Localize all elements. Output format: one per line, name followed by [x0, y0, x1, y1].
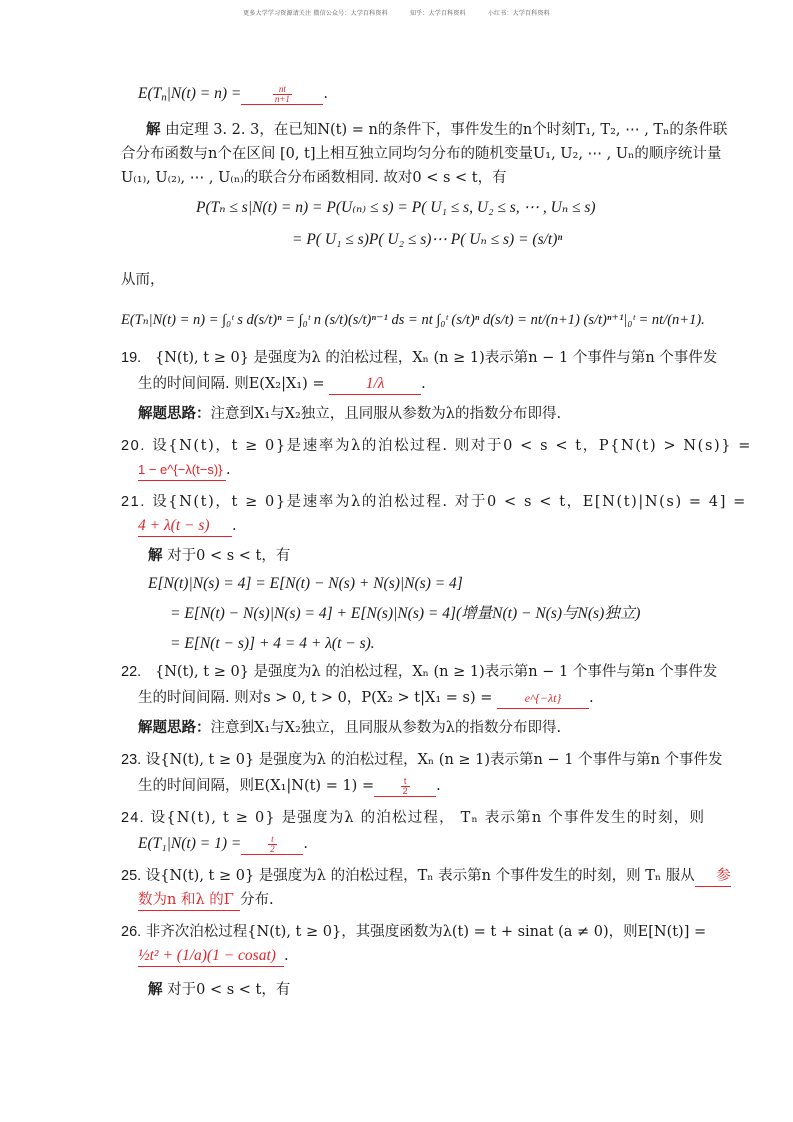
- header-notice-xiaohongshu: 小红书：大学百科资料: [487, 10, 550, 17]
- problem-24-answer-fraction: [268, 835, 277, 854]
- problem-text: 设{N(t)，t ≥ 0}是速率为λ的泊松过程. 则对于0 < s < t，P{N(t) > N(s)} =: [152, 438, 753, 454]
- prev-answer-numerator: nt: [273, 85, 292, 95]
- problem-text: 设{N(t), t ≥ 0} 是强度为λ 的泊松过程，Xₙ (n ≥ 1)表示第n − 1 个事件与第n 个事件发: [145, 752, 723, 768]
- problem-22-answer: e^{−λt}: [497, 688, 589, 709]
- problem-text: 设{N(t), t ≥ 0} 是强度为λ 的泊松过程， Tₙ 表示第n 个事件发生的时刻，则: [150, 810, 706, 826]
- hint-label: 解题思路：: [138, 719, 211, 736]
- therefore-text: 从而，: [121, 272, 165, 288]
- prev-solution-line-1: [146, 120, 727, 140]
- problem-21-solution-intro: [148, 546, 290, 566]
- prev-equation-3: E(Tₙ|N(t) = n) = ∫₀ᵗ s d(s/t)ⁿ = ∫₀ᵗ n (s/t)(s/t)ⁿ⁻¹ ds = nt ∫₀ᵗ (s/t)ⁿ d(s/t) = nt/(n+1) (s/t)ⁿ⁺¹|₀ᵗ = nt/(n+1).: [121, 312, 705, 328]
- solution-text: 对于0 < s < t，有: [167, 982, 291, 998]
- problem-19-hint: [138, 404, 561, 424]
- prev-equation-1: P(Tₙ ≤ s|N(t) = n) = P(U₍ₙ₎ ≤ s) = P( U₁ ≤ s, U₂ ≤ s, ⋯ , Uₙ ≤ s): [196, 199, 596, 216]
- problem-26-answer: ½t² + (1/a)(1 − cosat): [138, 946, 284, 967]
- problem-19-line-2: 生的时间间隔. 则E(X₂|X₁) = 1/λ .: [138, 374, 426, 395]
- problem-26-solution-intro: [148, 980, 290, 1000]
- problem-25-line-2: [138, 890, 274, 911]
- answer-numerator: t: [401, 777, 410, 787]
- prev-solution-line-3: U₍₁₎, U₍₂₎, ⋯ , U₍ₙ₎的联合分布函数相同. 故对0 < s < t，有: [121, 170, 507, 186]
- problem-21-solution-eq-3: = E[N(t − s)] + 4 = 4 + λ(t − s).: [170, 635, 375, 652]
- problem-21-solution-eq-2: = E[N(t) − N(s)|N(s) = 4] + E[N(s)|N(s) = 4](增量N(t) − N(s)与N(s)独立): [170, 605, 641, 622]
- problem-text: 生的时间间隔. 则对s > 0, t > 0，P(X₂ > t|X₁ = s) =: [138, 690, 493, 706]
- problem-text: {N(t), t ≥ 0} 是强度为λ 的泊松过程，Xₙ (n ≥ 1)表示第n − 1 个事件与第n 个事件发: [155, 664, 718, 680]
- solution-text: 对于0 < s < t，有: [167, 548, 291, 564]
- problem-24-line-2: E(T₁|N(t) = 1) = $\frac{t}{2}$ .: [138, 833, 308, 854]
- problem-number: 25.: [121, 868, 142, 884]
- problem-22-hint: [138, 718, 561, 738]
- problem-text: {N(t), t ≥ 0} 是强度为λ 的泊松过程，Xₙ (n ≥ 1)表示第n − 1 个事件与第n 个事件发: [155, 350, 718, 366]
- solution-label: 解: [146, 121, 161, 138]
- prev-answer-fraction: [273, 85, 292, 104]
- problem-20-line-1: [121, 436, 752, 456]
- problem-text: 生的时间间隔. 则E(X₂|X₁) =: [138, 376, 325, 392]
- prev-answer-blank: [241, 84, 323, 105]
- problem-number: 24.: [121, 810, 145, 826]
- problem-23-answer-fraction: [401, 777, 410, 796]
- problem-25-line-1: [121, 866, 731, 887]
- problem-text: 分布.: [240, 892, 274, 908]
- problem-26-line-2: ½t² + (1/a)(1 − cosat) .: [138, 946, 289, 967]
- answer-denominator: 2: [270, 843, 275, 854]
- problem-21-line-2: 4 + λ(t − s) .: [138, 516, 237, 537]
- problem-number: 19.: [121, 350, 142, 366]
- answer-denominator: 2: [402, 785, 408, 796]
- header-notice-wechat: 更多大学学习资源请关注 微信公众号：大学百科资料: [243, 10, 388, 17]
- problem-23-line-1: [121, 750, 723, 770]
- problem-19-answer: 1/λ: [329, 374, 421, 395]
- prev-question: $E(T_n|N(t) = n)$ = $\frac{nt}{n+1}$ .: [138, 83, 328, 104]
- problem-19-line-1: [121, 348, 717, 368]
- answer-numerator: t: [268, 835, 277, 845]
- problem-number: 26.: [121, 924, 142, 940]
- prev-equation-2: = P( U₁ ≤ s)P( U₂ ≤ s)⋯ P( Uₙ ≤ s) = (s/t)ⁿ: [292, 231, 563, 248]
- prev-answer-denominator: n+1: [274, 93, 290, 104]
- problem-23-line-2: 生的时间间隔，则E(X₁|N(t) = 1) = $\frac{t}{2}$ .: [138, 775, 441, 796]
- hint-text: 注意到X₁与X₂独立，且同服从参数为λ的指数分布即得.: [210, 720, 562, 736]
- solution-label: 解: [148, 981, 163, 998]
- problem-25-answer-part-1: 参: [695, 866, 731, 887]
- problem-number: 22.: [121, 664, 142, 680]
- problem-21-line-1: [121, 492, 747, 512]
- hint-label: 解题思路：: [138, 405, 211, 422]
- hint-text: 注意到X₁与X₂独立，且同服从参数为λ的指数分布即得.: [210, 406, 562, 422]
- problem-text: 设{N(t), t ≥ 0} 是强度为λ 的泊松过程，Tₙ 表示第n 个事件发生的时刻，则 Tₙ 服从: [145, 868, 695, 884]
- problem-21-answer: 4 + λ(t − s): [138, 516, 232, 537]
- problem-text: 生的时间间隔，则E(X₁|N(t) = 1) =: [138, 778, 375, 794]
- problem-20-answer: 1 − e^{−λ(t−s)}: [138, 460, 226, 481]
- problem-number: 23.: [121, 752, 142, 768]
- problem-text: 非齐次泊松过程{N(t), t ≥ 0}，其强度函数为λ(t) = t + sinat (a ≠ 0)，则E[N(t)] =: [145, 924, 707, 940]
- header-notice-zhihu: 知乎：大学百科资料: [409, 10, 466, 17]
- problem-24-answer: [241, 834, 303, 855]
- problem-22-line-2: 生的时间间隔. 则对s > 0, t > 0，P(X₂ > t|X₁ = s) = e^{−λt} .: [138, 688, 594, 709]
- problem-20-line-2: 1 − e^{−λ(t−s)} .: [138, 460, 231, 481]
- problem-24-line-1: [121, 808, 705, 828]
- solution-label: 解: [148, 547, 163, 564]
- problem-number: 20.: [121, 438, 146, 454]
- solution-text: 由定理 3. 2. 3，在已知N(t) = n的条件下，事件发生的n个时刻T₁, T₂, ⋯ , Tₙ的条件联: [165, 122, 728, 138]
- problem-25-answer-part-2: 数为n 和λ 的Γ: [138, 890, 240, 911]
- problem-number: 21.: [121, 494, 146, 510]
- prev-question-expr: $E(T_n|N(t) = n)$ =: [138, 85, 242, 104]
- prev-solution-line-2: 合分布函数与n个在区间 [0, t]上相互独立同均匀分布的随机变量U₁, U₂, ⋯ , Uₙ的顺序统计量: [121, 146, 722, 162]
- problem-22-line-1: [121, 662, 717, 682]
- problem-text: 设{N(t)，t ≥ 0}是速率为λ的泊松过程. 对于0 < s < t，E[N(t)|N(s) = 4] =: [152, 494, 747, 510]
- problem-21-solution-eq-1: E[N(t)|N(s) = 4] = E[N(t) − N(s) + N(s)|N(s) = 4]: [148, 575, 463, 592]
- problem-26-line-1: [121, 922, 706, 942]
- problem-23-answer: [374, 776, 436, 797]
- problem-text: E(T₁|N(t) = 1) =: [138, 835, 242, 852]
- page-header-notice: [0, 8, 793, 17]
